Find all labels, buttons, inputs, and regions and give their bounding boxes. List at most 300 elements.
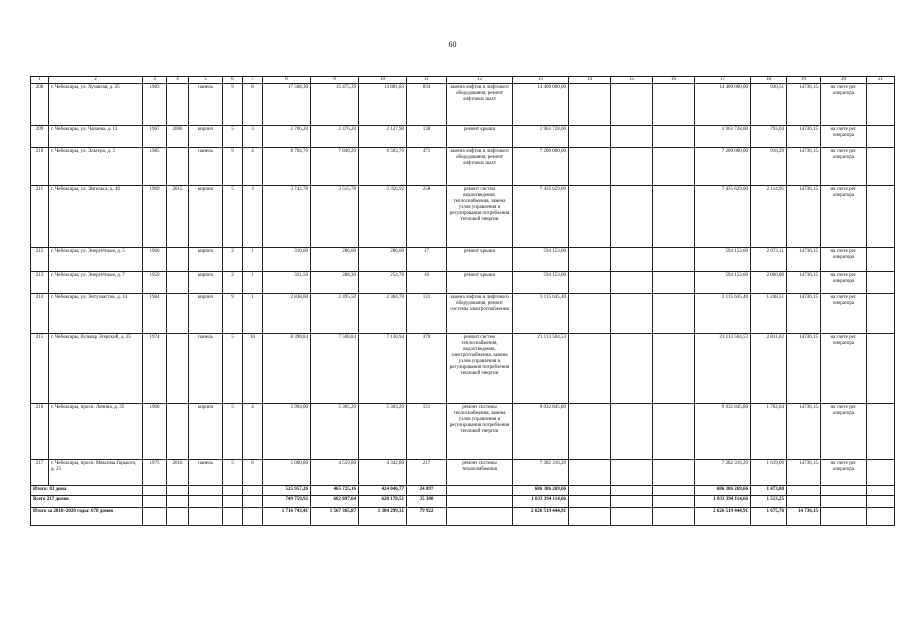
cell-empty	[867, 486, 895, 496]
cell-c16	[653, 248, 695, 272]
cell-area-living-owned: 4 342,80	[359, 460, 407, 486]
cell-year-renov: 2006	[167, 126, 189, 148]
cell-area-living-owned: 6 503,70	[359, 148, 407, 186]
cell-cost-per-m2: 793,04	[751, 126, 787, 148]
cell-year-built: 1967	[143, 126, 167, 148]
cell-cost-owners: 21 113 504,53	[695, 334, 751, 404]
cell-cost-per-m2: 2 811,82	[751, 334, 787, 404]
cell-c14	[569, 460, 611, 486]
cell-wall: кирпич	[189, 404, 223, 460]
cell-floors: 5	[223, 404, 243, 460]
cell-area-living: 7 840,20	[311, 148, 359, 186]
cell-year-built: 1959	[143, 272, 167, 294]
cell-empty	[611, 486, 653, 496]
cell-no: 208	[31, 84, 49, 126]
cell-empty	[653, 486, 695, 496]
cell-c16	[653, 460, 695, 486]
cell-area-living-owned: 7 130,94	[359, 334, 407, 404]
cell-year-renov	[167, 294, 189, 334]
cell-empty	[189, 496, 223, 508]
total-area-total: 749 759,92	[263, 496, 311, 508]
cell-entrances: 4	[243, 404, 263, 460]
cell-area-living: 7 508,84	[311, 334, 359, 404]
total-area-total: 525 957,26	[263, 486, 311, 496]
column-number: 1	[31, 77, 49, 84]
cell-works: ремонт систем водоотведения, теплоснабжения, замена узлов управления и регулирования потребления тепловой энергии	[447, 186, 513, 248]
column-number: 6	[223, 77, 243, 84]
cell-area-living: 3 515,78	[311, 186, 359, 248]
table-row	[31, 272, 895, 294]
cell-limit-per-m2: 14736,15	[787, 294, 821, 334]
column-number: 11	[407, 77, 447, 84]
cell-address: г. Чебоксары, просп. Ленина, д. 35	[49, 404, 143, 460]
cell-c15	[611, 334, 653, 404]
cell-c16	[653, 126, 695, 148]
total-cost-owners: 2 626 519 444,91	[695, 508, 751, 526]
cell-area-living-owned: 2 127,90	[359, 126, 407, 148]
total-row	[31, 496, 895, 508]
cell-empty	[167, 486, 189, 496]
cell-year-renov	[167, 404, 189, 460]
cell-cost-per-m2: 930,51	[751, 84, 787, 126]
column-number: 21	[867, 77, 895, 84]
column-number-row	[31, 77, 895, 84]
total-residents: 35 380	[407, 496, 447, 508]
cell-cost-per-m2: 2 073,11	[751, 248, 787, 272]
total-area-total: 1 716 743,41	[263, 508, 311, 526]
total-cost-per-m2: 1 473,80	[751, 486, 787, 496]
total-cost-per-m2: 1 675,76	[751, 508, 787, 526]
total-residents: 79 922	[407, 508, 447, 526]
cell-wall: кирпич	[189, 186, 223, 248]
total-limit-per-m2	[787, 496, 821, 508]
total-cost-owners: 1 033 394 114,66	[695, 496, 751, 508]
cell-empty	[243, 496, 263, 508]
cell-floors: 5	[223, 186, 243, 248]
cell-no: 216	[31, 404, 49, 460]
cell-entrances: 1	[243, 248, 263, 272]
cell-floors: 5	[223, 334, 243, 404]
cell-year-built: 1974	[143, 334, 167, 404]
cell-area-living-owned: 3 356,92	[359, 186, 407, 248]
cell-empty	[653, 508, 695, 526]
cell-cost-total: 21 113 504,53	[513, 334, 569, 404]
cell-address: г. Чебоксары, ул. Энгельса, д. 40	[49, 186, 143, 248]
cell-c15	[611, 404, 653, 460]
cell-floors: 5	[223, 126, 243, 148]
cell-c14	[569, 248, 611, 272]
cell-floors: 2	[223, 272, 243, 294]
cell-year-built: 1975	[143, 460, 167, 486]
cell-address: г. Чебоксары, бульвар Эгерский, д. 25	[49, 334, 143, 404]
cell-fund-method: на счете рег. оператора	[821, 272, 867, 294]
cell-empty	[867, 508, 895, 526]
cell-cost-total: 594 153,60	[513, 272, 569, 294]
cell-year-built: 1984	[143, 294, 167, 334]
cell-cost-owners: 7 435 629,00	[695, 186, 751, 248]
cell-entrances: 1	[243, 294, 263, 334]
cell-area-living: 2 476,20	[311, 126, 359, 148]
total-label: Итого за 2018–2020 годы: 678 домов	[31, 508, 143, 526]
cell-empty	[223, 508, 243, 526]
cell-year-renov	[167, 148, 189, 186]
column-number: 7	[243, 77, 263, 84]
cell-empty	[569, 508, 611, 526]
total-cost-per-m2: 1 513,25	[751, 496, 787, 508]
cell-empty	[189, 508, 223, 526]
cell-area-living-owned: 5 303,20	[359, 404, 407, 460]
total-label: Итого: 83 дома	[31, 486, 143, 496]
total-area-living-owned: 620 178,51	[359, 496, 407, 508]
cell-wall: кирпич	[189, 272, 223, 294]
column-number: 9	[311, 77, 359, 84]
cell-limit-per-m2: 14736,15	[787, 84, 821, 126]
cell-address: г. Чебоксары, ул. Хузангая, д. 25	[49, 84, 143, 126]
cell-cost-owners: 7 382 316,20	[695, 460, 751, 486]
cell-empty	[611, 508, 653, 526]
cell-empty	[447, 496, 513, 508]
cell-cost-per-m2: 918,29	[751, 148, 787, 186]
cell-cost-per-m2: 1 248,51	[751, 294, 787, 334]
cell-residents: 17	[407, 248, 447, 272]
cell-area-living: 2 495,50	[311, 294, 359, 334]
cell-area-living-owned: 2 384,70	[359, 294, 407, 334]
table-row	[31, 334, 895, 404]
cell-no: 217	[31, 460, 49, 486]
cell-empty	[569, 496, 611, 508]
total-cost: 686 386 269,66	[513, 486, 569, 496]
cell-address: г. Чебоксары, ул. Энтузиастов, д. 14	[49, 294, 143, 334]
cell-wall: кирпич	[189, 294, 223, 334]
cell-area-total: 2 706,20	[263, 126, 311, 148]
cell-c16	[653, 272, 695, 294]
column-number: 16	[653, 77, 695, 84]
cell-year-built: 1969	[143, 186, 167, 248]
cell-c16	[653, 186, 695, 248]
cell-cost-owners: 594 153,60	[695, 272, 751, 294]
cell-floors: 9	[223, 294, 243, 334]
cell-c15	[611, 126, 653, 148]
cell-year-built: 1985	[143, 148, 167, 186]
page-number: 60	[448, 40, 457, 49]
cell-cost-total: 7 435 629,00	[513, 186, 569, 248]
cell-address: г. Чебоксары, просп. Максима Горького, д. 25	[49, 460, 143, 486]
cell-year-renov: 2015	[167, 186, 189, 248]
column-number: 17	[695, 77, 751, 84]
cell-empty	[867, 148, 895, 186]
cell-fund-method: на счете рег. оператора	[821, 460, 867, 486]
total-cost: 1 033 394 114,66	[513, 496, 569, 508]
cell-c14	[569, 404, 611, 460]
cell-residents: 834	[407, 84, 447, 126]
cell-area-total: 8 398,84	[263, 334, 311, 404]
cell-area-total: 321,50	[263, 272, 311, 294]
cell-wall: кирпич	[189, 126, 223, 148]
cell-no: 209	[31, 126, 49, 148]
cell-empty	[143, 496, 167, 508]
cell-entrances: 1	[243, 272, 263, 294]
cell-empty	[821, 508, 867, 526]
cell-wall: панель	[189, 84, 223, 126]
cell-residents: 258	[407, 186, 447, 248]
cell-cost-per-m2: 2 060,80	[751, 272, 787, 294]
cell-wall: кирпич	[189, 248, 223, 272]
cell-empty	[867, 186, 895, 248]
cell-works: ремонт крыши	[447, 248, 513, 272]
capital-repair-table	[30, 76, 895, 526]
cell-c14	[569, 148, 611, 186]
cell-empty	[569, 486, 611, 496]
cell-works: замена лифтов и лифтового оборудования, ремонт лифтовых шахт	[447, 84, 513, 126]
total-row	[31, 508, 895, 526]
cell-empty	[143, 508, 167, 526]
column-number: 3	[143, 77, 167, 84]
column-number: 18	[751, 77, 787, 84]
cell-area-total: 2 838,60	[263, 294, 311, 334]
cell-empty	[867, 84, 895, 126]
cell-area-living: 5 305,20	[311, 404, 359, 460]
cell-c15	[611, 294, 653, 334]
cell-wall: панель	[189, 460, 223, 486]
cell-residents: 471	[407, 148, 447, 186]
cell-c16	[653, 84, 695, 126]
cell-empty	[447, 508, 513, 526]
cell-fund-method: на счете рег. оператора	[821, 84, 867, 126]
cell-limit-per-m2: 14736,15	[787, 148, 821, 186]
cell-cost-per-m2: 1 619,06	[751, 460, 787, 486]
total-label: Всего 217 домов	[31, 496, 143, 508]
cell-empty	[821, 486, 867, 496]
cell-year-built: 1983	[143, 84, 167, 126]
column-number: 4	[167, 77, 189, 84]
cell-fund-method: на счете рег. оператора	[821, 148, 867, 186]
table-row	[31, 460, 895, 486]
cell-year-renov	[167, 272, 189, 294]
cell-entrances: 8	[243, 84, 263, 126]
cell-area-living: 286,60	[311, 248, 359, 272]
cell-empty	[223, 496, 243, 508]
cell-c14	[569, 84, 611, 126]
cell-c15	[611, 248, 653, 272]
column-number: 5	[189, 77, 223, 84]
cell-empty	[867, 294, 895, 334]
table-row	[31, 248, 895, 272]
cell-works: ремонт системы теплоснабжения, замена узлов управления и регулирования потребления тепловой энергии	[447, 404, 513, 460]
cell-cost-owners: 1 963 728,00	[695, 126, 751, 148]
total-area-living-owned: 1 384 299,31	[359, 508, 407, 526]
cell-year-renov	[167, 84, 189, 126]
cell-area-living: 15 475,39	[311, 84, 359, 126]
cell-empty	[447, 486, 513, 496]
cell-no: 213	[31, 272, 49, 294]
total-limit-per-m2: 14 736,15	[787, 508, 821, 526]
cell-limit-per-m2: 14736,15	[787, 460, 821, 486]
cell-empty	[243, 508, 263, 526]
cell-area-living-owned: 286,60	[359, 248, 407, 272]
cell-empty	[867, 334, 895, 404]
cell-entrances: 6	[243, 460, 263, 486]
cell-c15	[611, 460, 653, 486]
cell-works: ремонт систем теплоснабжения, водоотведения, электроснабжения, замена узлов управления и регулирования потребления тепловой энергии	[447, 334, 513, 404]
cell-area-total: 310,60	[263, 248, 311, 272]
table-row	[31, 404, 895, 460]
cell-cost-per-m2: 2 114,95	[751, 186, 787, 248]
cell-empty	[867, 126, 895, 148]
cell-c14	[569, 126, 611, 148]
cell-address: г. Чебоксары, ул. Чапаева, д. 12	[49, 126, 143, 148]
cell-cost-owners: 9 032 845,80	[695, 404, 751, 460]
cell-address: г. Чебоксары, ул. Эльгера, д. 3	[49, 148, 143, 186]
cell-fund-method: на счете рег. оператора	[821, 334, 867, 404]
cell-cost-per-m2: 1 702,64	[751, 404, 787, 460]
cell-area-total: 5 060,80	[263, 460, 311, 486]
column-number: 14	[569, 77, 611, 84]
cell-limit-per-m2: 14736,15	[787, 404, 821, 460]
cell-cost-owners: 14 400 000,00	[695, 84, 751, 126]
cell-empty	[821, 496, 867, 508]
cell-c14	[569, 334, 611, 404]
column-number: 10	[359, 77, 407, 84]
cell-c16	[653, 148, 695, 186]
cell-wall: панель	[189, 148, 223, 186]
cell-no: 214	[31, 294, 49, 334]
cell-empty	[867, 272, 895, 294]
total-cost-owners: 686 386 269,66	[695, 486, 751, 496]
cell-residents: 370	[407, 334, 447, 404]
cell-works: замена лифтов и лифтового оборудования, ремонт системы электроснабжения	[447, 294, 513, 334]
cell-cost-owners: 3 115 645,40	[695, 294, 751, 334]
table-row	[31, 186, 895, 248]
cell-year-renov	[167, 334, 189, 404]
cell-residents: 217	[407, 460, 447, 486]
cell-cost-total: 3 115 645,40	[513, 294, 569, 334]
cell-area-total: 8 704,70	[263, 148, 311, 186]
cell-empty	[867, 496, 895, 508]
table-row	[31, 126, 895, 148]
cell-no: 215	[31, 334, 49, 404]
cell-empty	[867, 460, 895, 486]
cell-c14	[569, 294, 611, 334]
cell-empty	[243, 486, 263, 496]
table-row	[31, 84, 895, 126]
cell-address: г. Чебоксары, ул. Энергетиков, д. 7	[49, 272, 143, 294]
cell-c16	[653, 294, 695, 334]
cell-c15	[611, 186, 653, 248]
cell-limit-per-m2: 14736,15	[787, 248, 821, 272]
cell-fund-method: на счете рег. оператора	[821, 248, 867, 272]
cell-year-built: 1960	[143, 248, 167, 272]
cell-area-total: 3 742,78	[263, 186, 311, 248]
cell-cost-total: 7 382 316,20	[513, 460, 569, 486]
cell-limit-per-m2: 14736,15	[787, 126, 821, 148]
column-number: 13	[513, 77, 569, 84]
cell-empty	[167, 508, 189, 526]
cell-entrances: 4	[243, 148, 263, 186]
cell-no: 212	[31, 248, 49, 272]
table-row	[31, 294, 895, 334]
cell-c15	[611, 148, 653, 186]
cell-no: 211	[31, 186, 49, 248]
cell-c14	[569, 272, 611, 294]
cell-c16	[653, 404, 695, 460]
cell-works: ремонт системы теплоснабжения	[447, 460, 513, 486]
column-number: 19	[787, 77, 821, 84]
cell-wall: панель	[189, 334, 223, 404]
cell-fund-method: на счете рег. оператора	[821, 126, 867, 148]
cell-residents: 16	[407, 272, 447, 294]
cell-c16	[653, 334, 695, 404]
cell-cost-owners: 7 200 000,00	[695, 148, 751, 186]
cell-year-renov	[167, 248, 189, 272]
cell-residents: 151	[407, 404, 447, 460]
cell-cost-total: 7 200 000,00	[513, 148, 569, 186]
cell-cost-total: 594 153,60	[513, 248, 569, 272]
cell-entrances: 10	[243, 334, 263, 404]
table-row	[31, 148, 895, 186]
cell-area-living: 4 559,80	[311, 460, 359, 486]
column-number: 12	[447, 77, 513, 84]
cell-area-living-owned: 254,70	[359, 272, 407, 294]
total-residents: 24 897	[407, 486, 447, 496]
cell-floors: 2	[223, 248, 243, 272]
cell-limit-per-m2: 14736,15	[787, 334, 821, 404]
total-area-living: 1 567 365,87	[311, 508, 359, 526]
cell-year-renov: 2016	[167, 460, 189, 486]
cell-empty	[167, 496, 189, 508]
cell-fund-method: на счете рег. оператора	[821, 186, 867, 248]
cell-floors: 9	[223, 84, 243, 126]
column-number: 20	[821, 77, 867, 84]
column-number: 8	[263, 77, 311, 84]
cell-fund-method: на счете рег. оператора	[821, 294, 867, 334]
cell-empty	[867, 248, 895, 272]
cell-floors: 5	[223, 460, 243, 486]
cell-floors: 9	[223, 148, 243, 186]
total-limit-per-m2	[787, 486, 821, 496]
cell-residents: 138	[407, 126, 447, 148]
total-area-living: 465 725,16	[311, 486, 359, 496]
cell-cost-total: 14 400 000,00	[513, 84, 569, 126]
cell-c15	[611, 272, 653, 294]
cell-empty	[867, 404, 895, 460]
column-number: 2	[49, 77, 143, 84]
column-number: 15	[611, 77, 653, 84]
cell-entrances: 3	[243, 186, 263, 248]
cell-cost-total: 9 032 845,80	[513, 404, 569, 460]
cell-residents: 131	[407, 294, 447, 334]
cell-area-living: 288,30	[311, 272, 359, 294]
cell-cost-total: 1 963 728,00	[513, 126, 569, 148]
cell-works: ремонт крыши	[447, 272, 513, 294]
cell-area-total: 5 994,00	[263, 404, 311, 460]
cell-c14	[569, 186, 611, 248]
total-area-living: 682 897,64	[311, 496, 359, 508]
cell-limit-per-m2: 14736,15	[787, 186, 821, 248]
total-cost: 2 626 519 444,91	[513, 508, 569, 526]
total-area-living-owned: 424 046,77	[359, 486, 407, 496]
cell-fund-method: на счете рег. оператора	[821, 404, 867, 460]
cell-c15	[611, 84, 653, 126]
cell-limit-per-m2: 14736,15	[787, 272, 821, 294]
total-row	[31, 486, 895, 496]
cell-empty	[189, 486, 223, 496]
cell-empty	[653, 496, 695, 508]
cell-address: г. Чебоксары, ул. Энергетиков, д. 5	[49, 248, 143, 272]
cell-works: ремонт крыши	[447, 126, 513, 148]
cell-area-total: 17 508,30	[263, 84, 311, 126]
cell-empty	[611, 496, 653, 508]
cell-empty	[143, 486, 167, 496]
